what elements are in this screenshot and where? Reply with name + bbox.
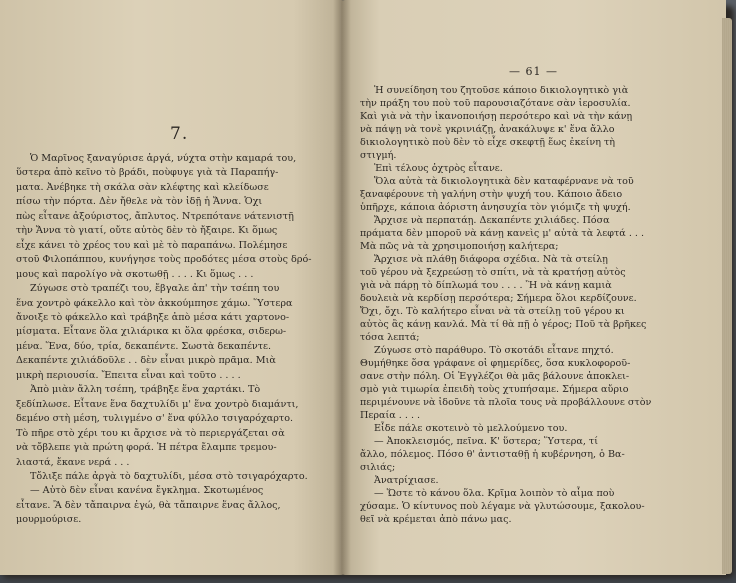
text-line: μένα. Ἕνα, δύο, τρία, δεκαπέντε. Σωστὰ δεκαπέντε. (16, 340, 272, 352)
text-line: ὕστερα ἀπὸ κεῖνο τὸ βράδι, ποὺφυγε γιὰ τὰ Παραπήγ- (16, 167, 279, 179)
text-line: πὼς εἶτανε ἀξούριστος, ἄπλυτος. Ντρεπότανε νάτενιστῇ (16, 210, 294, 222)
text-line: ξεδίπλωσε. Εἶτανε ἕνα δαχτυλίδι μ' ἕνα χοντρὸ διαμάντι, (16, 398, 299, 410)
text-line: Ἡ συνείδηση του ζητοῦσε κάποιο δικιολογητικὸ γιὰ (374, 85, 629, 96)
text-line: ὑπῆρχε, κάποια ἀόριστη ἀνησυχία τὸν γιόμιζε τὴ ψυχή. (360, 202, 631, 213)
text-line: νὰ τὄβλεπε γιὰ πρώτη φορά. Ἡ πέτρα ἔλαμπε τρεμου- (16, 442, 277, 454)
text-line: δικιολογητικὸ ποὺ δὲν τὸ εἶχε σκεφτῇ ἕως ἐκείνη τὴ (360, 137, 616, 148)
text-line: — Αὐτὸ δὲν εἶναι κανένα ἔγκλημα. Σκοτωμένος (30, 485, 264, 497)
text-line: στοῦ Φιλοπάππου, κυνήγησε τοὺς προδότες μέσα στοὺς δρό- (16, 254, 312, 266)
page-number: — 61 — (509, 65, 558, 78)
text-line: Ζύγωσε στὸ τραπέζι του, ἔβγαλε ἀπ' τὴν τσέπη του (30, 283, 280, 295)
text-line: Τὄλιξε πάλε ἀργὰ τὸ δαχτυλίδι, μέσα στὸ τσιγαρόχαρτο. (30, 470, 308, 482)
text-line: αὐτὸς ἂς κάνῃ κανλά. Μὰ τί θὰ πῇ ὁ γέρος; Ποῦ τὰ βρῆκες (360, 319, 647, 330)
text-line: — Ἀποκλεισμός, πεῖνα. Κ' ὕστερα; Ὕστερα, τί (374, 436, 598, 447)
text-line: Ἄρχισε νὰ πλάθῃ διάφορα σχέδια. Νὰ τὰ στείλῃ (374, 254, 608, 265)
text-line: Ὄχι, ὄχι. Τὸ καλήτερο εἶναι νὰ τὰ στείλῃ τοῦ γέρου κι (360, 306, 625, 317)
text-line: μους καὶ παρολίγο νὰ σκοτωθῇ . . . . Κι ὅμως . . . (16, 268, 254, 280)
text-line: λιαστά, ἔκανε νερά . . . (16, 456, 130, 468)
text-line: σανε στὴν πόλη. Οἱ Ἐγγλέζοι θὰ μᾶς βάλουνε ἀποκλει- (360, 371, 630, 382)
text-line: μουρμούρισε. (16, 514, 82, 526)
text-line: Ἄρχισε νὰ περπατάῃ. Δεκαπέντε χιλιάδες. Πόσα (374, 215, 610, 226)
text-line: Θυμήθηκε ὅσα γράφανε οἱ φημερίδες, ὅσα κυκλοφοροῦ- (360, 358, 631, 369)
text-line: πράματα δὲν μποροῦ νὰ κάνῃ κανεὶς μ' αὐτὰ τὰ λεφτά . . . (360, 228, 645, 239)
text-line: τὴν πράξη του ποὺ τοῦ παρουσιαζότανε σὰν ἱεροσυλία. (360, 98, 631, 109)
text-line: ματα. Ἀνέβηκε τὴ σκάλα σὰν κλέφτης καὶ κλείδωσε (16, 181, 269, 193)
text-line: Δεκαπέντε χιλιάδοῦλε . . δὲν εἶναι μικρὸ πρᾶμα. Μιὰ (16, 355, 276, 367)
text-line: σιλιάς; (360, 462, 396, 473)
text-line: εἶχε κάνει τὸ χρέος του καὶ μὲ τὸ παραπάνω. Πολέμησε (16, 239, 288, 251)
text-line: Περαία . . . . (360, 410, 421, 421)
text-line: νὰ πάψῃ νὰ τονὲ γκρινιάζῃ, ἀνακάλυψε κ' ἕνα ἄλλο (360, 124, 615, 135)
text-line: ἕνα χοντρὸ φάκελλο καὶ τὸν ἀκκούμπησε χάμω. Ὕστερα (16, 297, 293, 309)
text-line: στιγμή. (360, 150, 397, 161)
text-line: χύσαμε. Ὁ κίντυνος ποὺ λέγαμε νὰ γλυτώσουμε, ξακολου- (360, 501, 645, 512)
right-page-text (360, 84, 710, 526)
text-line: Ζύγωσε στὸ παράθυρο. Τὸ σκοτάδι εἶτανε πηχτό. (374, 345, 614, 356)
page-edges (722, 18, 732, 574)
left-page-text (16, 152, 334, 528)
text-line: Ἐπὶ τέλους ὀχτρὸς εἶτανε. (374, 163, 503, 174)
text-line: Ὁ Μαρῖνος ξαναγύρισε ἀργά, νύχτα στὴν καμαρά του, (30, 153, 297, 164)
text-line: ξαναφέρουνε τὴ γαλήνη στὴν ψυχή του. Κάποιο ἄδειο (360, 189, 623, 200)
text-line: πίσω τὴν πόρτα. Δὲν ἤθελε νὰ τὸν ἰδῇ ἡ Ἄννα. Ὁχι (16, 196, 263, 208)
text-line: — Ὥστε τὸ κάνου ὅλα. Κρῖμα λοιπὸν τὸ αἷμα ποὺ (374, 488, 615, 499)
chapter-number: 7. (170, 124, 189, 144)
text-line: δεμένο στὴ μέση, τυλιγμένο σ' ἕνα φύλλο τσιγαρόχαρτο. (16, 413, 294, 425)
text-line: σμὸ γιὰ τιμωρία ἐπειδὴ τοὺς χτυπήσαμε. Σήμερα αὔριο (360, 384, 629, 395)
left-page (0, 0, 345, 575)
text-line: περιμένουνε νὰ ἰδοῦνε τὰ πλοῖα τους νὰ προβάλλουνε στὸν (360, 397, 652, 408)
text-line: Ἀνατρίχιασε. (374, 475, 439, 486)
text-line: Ἀπὸ μιὰν ἄλλη τσέπη, τράβηξε ἕνα χαρτάκι. Τὸ (30, 384, 261, 396)
text-line: Μὰ πῶς νὰ τὰ χρησιμοποιήσῃ καλήτερα; (360, 241, 559, 252)
text-line: μικρὴ περιουσία. Ἔπειτα εἶναι καὶ τοῦτο . . . . (16, 369, 241, 381)
text-line: Καὶ γιὰ νὰ τὴν ἱκανοποιήσῃ περσότερο καὶ νὰ τὴν κάνῃ (360, 111, 633, 122)
book-gutter (333, 0, 351, 575)
text-line: τόσα λεπτά; (360, 332, 420, 343)
text-line: Ὅλα αὐτὰ τὰ δικιολογητικὰ δὲν καταφέρνανε νὰ τοῦ (374, 176, 634, 187)
text-line: μίσματα. Εἶτανε ὅλα χιλιάρικα κι ὅλα φρέσκα, σιδερω- (16, 326, 287, 338)
text-line: Εἶδε πάλε σκοτεινὸ τὸ μελλούμενο του. (374, 423, 568, 434)
text-line: τοῦ γέρου νὰ ξεχρεώσῃ τὸ σπίτι, νὰ τὰ κρατήσῃ αὐτὸς (360, 267, 626, 278)
text-line: ἄλλο, πόλεμος. Πόσο θ' ἀντισταθῇ ἡ κυβέρνηση, ὁ Βα- (360, 449, 625, 460)
text-line: δουλειὰ νὰ κερδίσῃ περσότερα; Σήμερα ὅλοι κερδίζουνε. (360, 293, 637, 304)
text-line: εἶτανε. Ἂ δὲν τἄπαιρνα ἐγώ, θὰ τἄπαιρνε ἕνας ἄλλος, (16, 499, 281, 511)
text-line: θεῖ νὰ κρέμεται ἀπὸ πάνω μας. (360, 514, 512, 525)
text-line: Τὸ πῆρε στὸ χέρι του κι ἄρχισε νὰ τὸ περιεργάζεται σὰ (16, 427, 285, 439)
text-line: ἄνοιξε τὸ φάκελλο καὶ τράβηξε ἀπὸ μέσα κάτι χαρτονο- (16, 311, 290, 323)
text-line: τὴν Ἄννα τὸ γιατί, οὔτε αὐτὸς δὲν τὸ ἤξαιρε. Κι ὅμως (16, 225, 278, 237)
text-line: γιὰ νὰ πάρῃ τὸ δίπλωμά του . . . . Ἢ νὰ κάνῃ καμιὰ (360, 280, 612, 291)
